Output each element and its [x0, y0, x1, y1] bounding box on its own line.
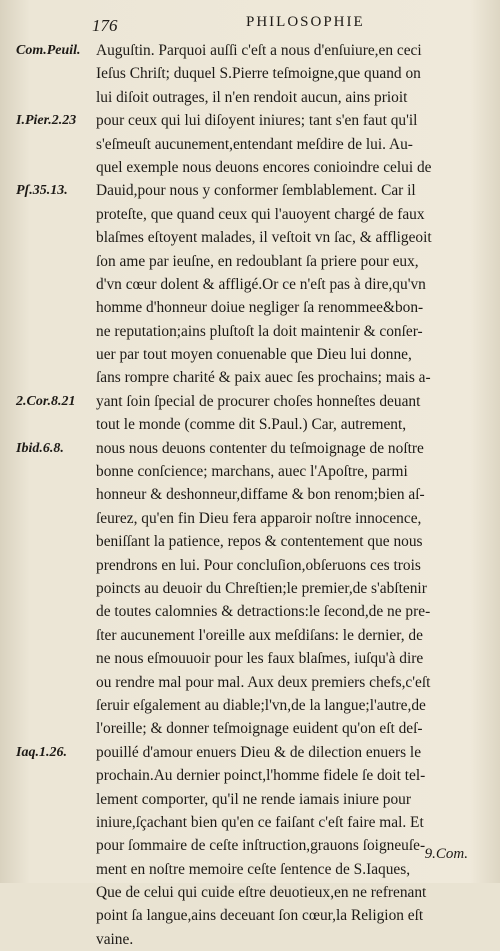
text-line: Que de celui qui cuide eſtre deuotieux,en ne refrenant	[96, 884, 427, 902]
text-line: blaſmes eſtoyent malades, il veſtoit vn ſac, & affligeoit	[96, 229, 432, 247]
text-line: ſeurez, qu'en fin Dieu fera apparoir noſtre innocence,	[96, 509, 422, 527]
catchword: 9.Com.	[424, 846, 468, 862]
page-number: 176	[92, 16, 118, 35]
text-line: point ſa langue,ains deceuant ſon cœur,la Religion eſt	[96, 907, 424, 925]
margin-reference: I.Pier.2.23	[16, 113, 77, 129]
text-line: ſeruir eſgalement au diable;l'vn,de la langue;l'autre,de	[96, 696, 426, 714]
text-line: Auguſtin. Parquoi auſſi c'eſt a nous d'enſuiure,en ceci	[96, 42, 422, 59]
text-line: lement comporter, qu'il ne rende iamais iniure pour	[96, 790, 411, 808]
text-line: pour ceux qui lui diſoyent iniures; tant s'en faut qu'il	[96, 112, 418, 130]
text-line: yant ſoin ſpecial de procurer choſes honneſtes deuant	[96, 392, 421, 410]
text-line: nous nous deuons contenter du teſmoignage de noſtre	[96, 439, 424, 457]
text-line: ſter aucunement l'oreille aux meſdiſans: le dernier, de	[96, 626, 423, 644]
text-line: ne reputation;ains pluſtoſt la doit maintenir & conſer-	[96, 322, 423, 340]
text-line: d'vn cœur dolent & affligé.Or ce n'eſt pas à dire,qu'vn	[96, 275, 426, 293]
text-line: ne nous eſmouuoir pour les faux blaſmes, iuſqu'à dire	[96, 650, 424, 668]
text-line: pouillé d'amour enuers Dieu & de dilection enuers le	[96, 743, 422, 761]
text-line: l'oreille; & donner teſmoignage euident qu'on eſt deſ-	[96, 720, 423, 738]
text-line: Ieſus Chriſt; duquel S.Pierre teſmoigne,que quand on	[96, 65, 421, 83]
page-header	[0, 0, 500, 40]
text-line: poincts au deuoir du Chreſtien;le premier,de s'abſtenir	[96, 579, 427, 597]
text-line: iniure,ſçachant bien qu'en ce faiſant c'eſt faire mal. Et	[96, 813, 424, 831]
text-line: ſans rompre charité & paix auec ſes prochains; mais a-	[96, 369, 431, 387]
text-line: tout le monde (comme dit S.Paul.) Car, autrement,	[96, 416, 407, 434]
margin-reference: Iaq.1.26.	[16, 745, 67, 760]
body-text	[96, 39, 476, 951]
margin-reference: Pſ.35.13.	[16, 183, 68, 199]
text-line: quel exemple nous deuons encores conioindre celui de	[96, 158, 432, 176]
text-line: proteſte, que quand ceux qui l'auoyent chargé de faux	[96, 205, 425, 223]
margin-reference: 2.Cor.8.21	[16, 394, 76, 409]
text-line: beniſſant la patience, repos & contentement que nous	[96, 533, 423, 551]
text-line: s'eſmeuſt aucunement,entendant meſdire de lui. Au-	[96, 135, 413, 153]
text-line: de toutes calomnies & detractions:le ſecond,de ne pre-	[96, 603, 431, 621]
text-line: ſon ame par ieuſne, en redoublant ſa priere pour eux,	[96, 252, 419, 270]
text-line: vaine.	[96, 930, 134, 948]
running-head: PHILOSOPHIE	[246, 14, 365, 30]
text-line: Dauid,pour nous y conformer ſemblablement. Car il	[96, 182, 416, 200]
text-line: homme d'honneur doiue negliger ſa renommee&bon-	[96, 299, 424, 317]
margin-reference: Ibid.6.8.	[16, 440, 64, 456]
text-line: uer par tout moyen conuenable que Dieu lui donne,	[96, 346, 412, 364]
text-line: honneur & deshonneur,diffame & bon renom;bien aſ-	[96, 486, 425, 504]
text-line: ou rendre mal pour mal. Aux deux premiers chefs,c'eſt	[96, 673, 431, 691]
text-line: bonne conſcience; marchans, auec l'Apoſtre, parmi	[96, 463, 408, 481]
text-line: pour ſommaire de ceſte inſtruction,grauons ſoigneuſe-	[96, 837, 426, 855]
text-line: ment en noſtre memoire ceſte ſentence de S.Iaques,	[96, 860, 411, 878]
text-line: lui diſoit outrages, il n'en rendoit aucun, ains prioit	[96, 88, 408, 106]
margin-reference: Com.Peuil.	[16, 43, 81, 58]
text-line: prendrons en lui. Pour concluſion,obſeruons ces trois	[96, 556, 421, 574]
text-line: prochain.Au dernier poinct,l'homme fidele ſe doit tel-	[96, 767, 426, 785]
